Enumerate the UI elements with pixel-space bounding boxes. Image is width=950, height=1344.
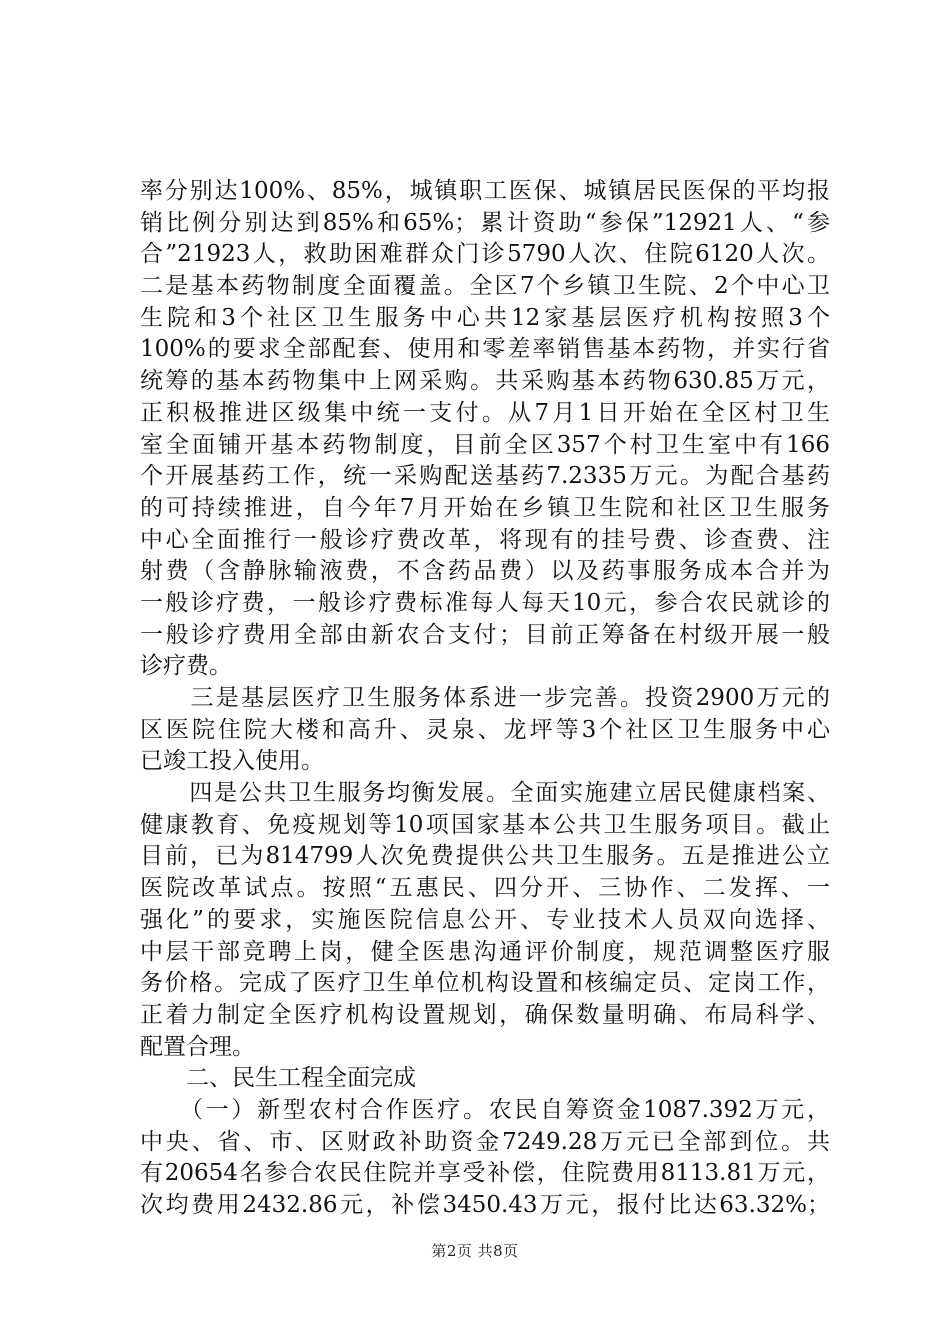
section-heading: 二、民生工程全面完成 (140, 1065, 416, 1092)
text-line: 正着力制定全医疗机构设置规划，确保数量明确、布局科学、 (140, 1001, 830, 1028)
text-line: 配置合理。 (140, 1033, 255, 1060)
text-line: 生院和3个社区卫生服务中心共12家基层医疗机构按照3个 (140, 304, 830, 331)
page-number: 第2页 共8页 (431, 1242, 519, 1260)
text-line: 一般诊疗费，一般诊疗费标准每人每天10元，参合农民就诊的 (140, 589, 830, 616)
text-line: 率分别达100%、85%，城镇职工医保、城镇居民医保的平均报 (140, 178, 830, 204)
text-line: 中层干部竞聘上岗，健全医患沟通评价制度，规范调整医疗服 (140, 938, 830, 965)
text-line: 医院改革试点。按照“五惠民、四分开、三协作、二发挥、一 (140, 875, 830, 902)
page-footer (0, 1240, 950, 1261)
text-line: 四是公共卫生服务均衡发展。全面实施建立居民健康档案、 (140, 780, 830, 807)
text-line: 室全面铺开基本药物制度，目前全区357个村卫生室中有166 (140, 431, 830, 458)
body-text (140, 176, 830, 1222)
text-line: 统筹的基本药物集中上网采购。共采购基本药物630.85万元， (140, 368, 830, 395)
text-line: 有20654名参合农民住院并享受补偿，住院费用8113.81万元， (140, 1160, 830, 1187)
text-line: 务价格。完成了医疗卫生单位机构设置和核编定员、定岗工作， (140, 970, 830, 997)
text-line: 诊疗费。 (140, 653, 232, 680)
text-line: 目前，已为814799人次免费提供公共卫生服务。五是推进公立 (140, 843, 830, 870)
text-line: 100%的要求全部配套、使用和零差率销售基本药物，并实行省 (140, 336, 830, 363)
text-line: 中央、省、市、区财政补助资金7249.28万元已全部到位。共 (140, 1128, 830, 1155)
text-line: 健康教育、免疫规划等10项国家基本公共卫生服务项目。截止 (140, 811, 830, 838)
text-line: 射费（含静脉输液费，不含药品费）以及药事服务成本合并为 (140, 558, 830, 585)
text-line: 已竣工投入使用。 (140, 748, 324, 775)
text-line: 区医院住院大楼和高升、灵泉、龙坪等3个社区卫生服务中心 (140, 716, 830, 743)
text-line: 的可持续推进，自今年7月开始在乡镇卫生院和社区卫生服务 (140, 494, 830, 521)
text-line: （一）新型农村合作医疗。农民自筹资金1087.392万元， (140, 1096, 830, 1123)
text-line: 次均费用2432.86元，补偿3450.43万元，报付比达63.32%； (140, 1192, 830, 1218)
text-line: 强化”的要求，实施医院信息公开、专业技术人员双向选择、 (140, 906, 830, 933)
text-line: 销比例分别达到85%和65%；累计资助“参保”12921人、“参 (140, 209, 830, 236)
text-line: 一般诊疗费用全部由新农合支付；目前正筹备在村级开展一般 (140, 621, 830, 648)
text-line: 中心全面推行一般诊疗费改革，将现有的挂号费、诊查费、注 (140, 526, 830, 553)
text-line: 二是基本药物制度全面覆盖。全区7个乡镇卫生院、2个中心卫 (140, 273, 830, 300)
text-line: 个开展基药工作，统一采购配送基药7.2335万元。为配合基药 (140, 463, 830, 490)
text-line: 合”21923人，救助困难群众门诊5790人次、住院6120人次。 (140, 241, 830, 268)
text-line: 三是基层医疗卫生服务体系进一步完善。投资2900万元的 (140, 685, 830, 711)
text-line: 正积极推进区级集中统一支付。从7月1日开始在全区村卫生 (140, 399, 830, 426)
